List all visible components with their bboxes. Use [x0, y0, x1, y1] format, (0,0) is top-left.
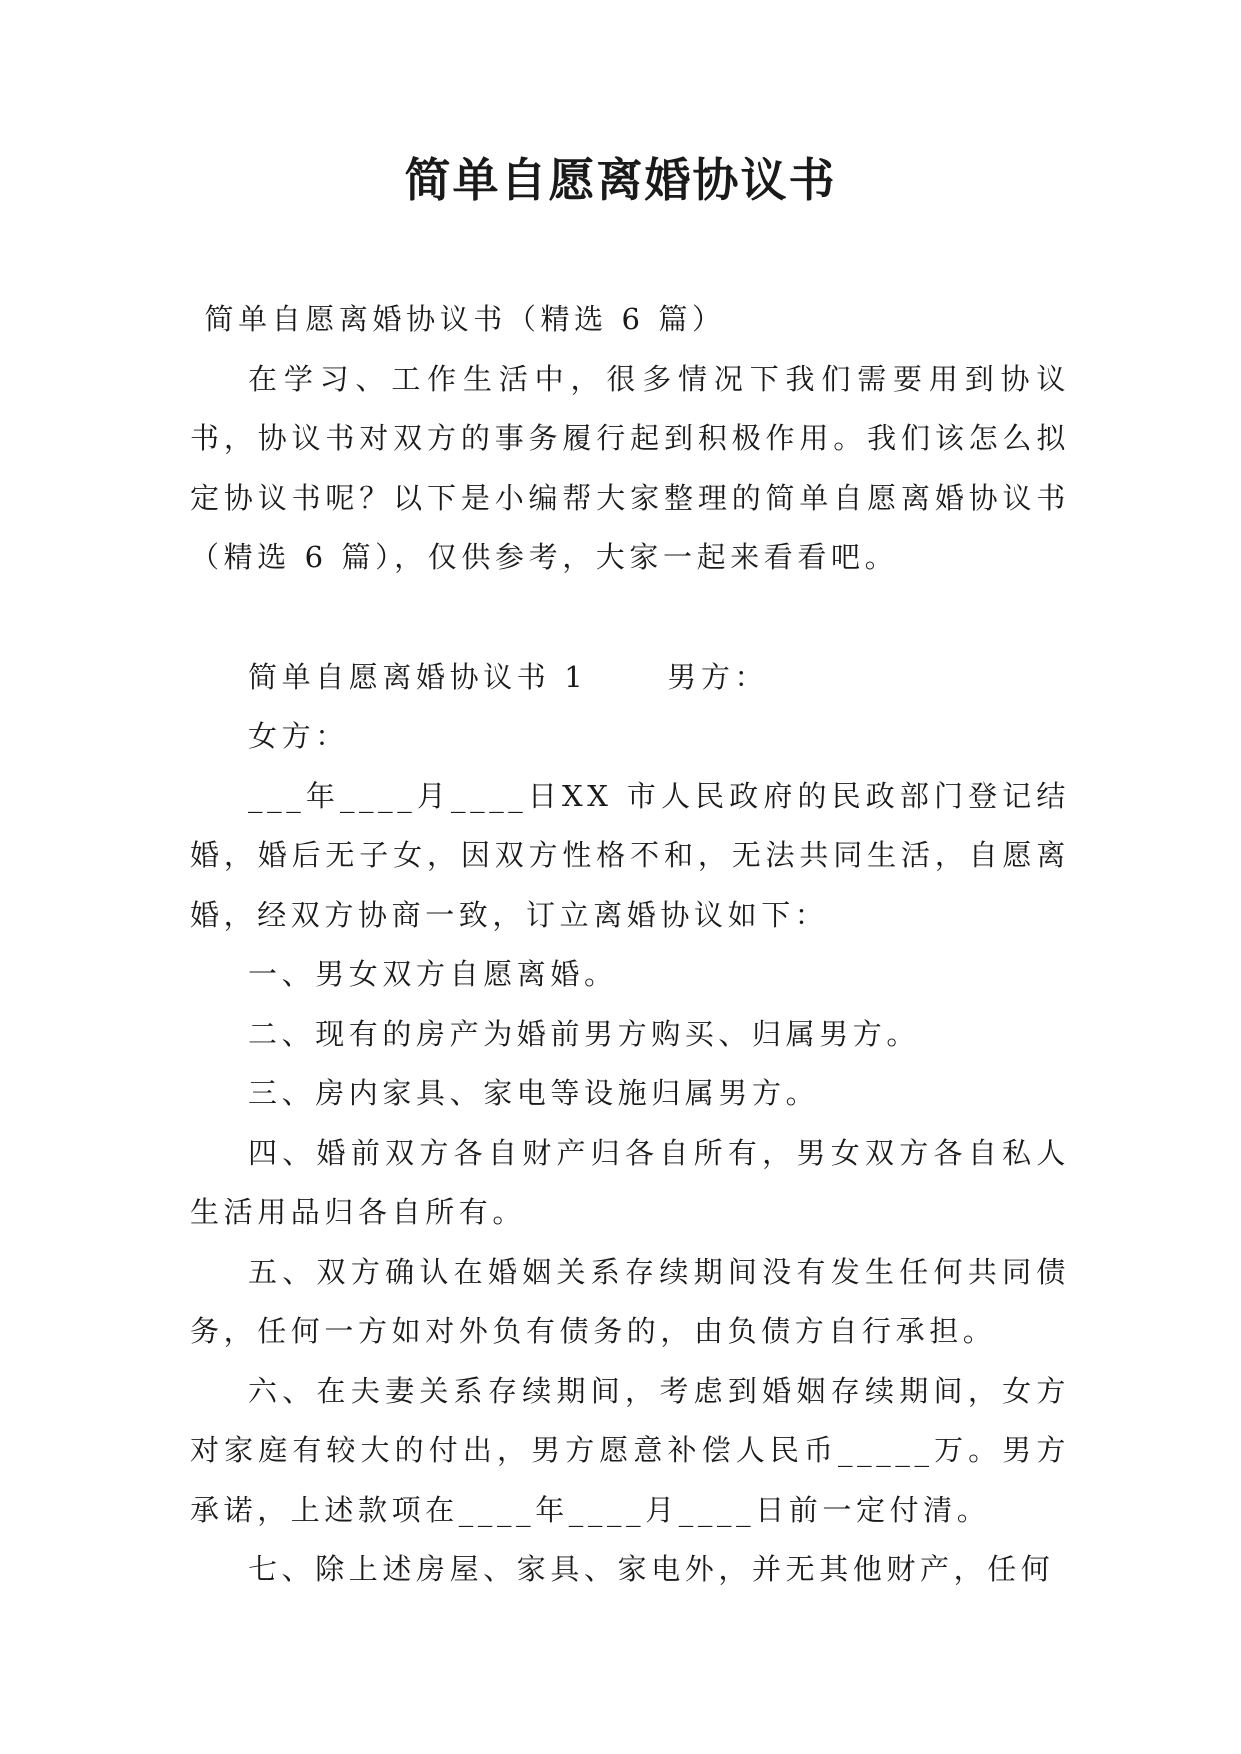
document-body — [190, 290, 1070, 1600]
clause-4: 四、婚前双方各自财产归各自所有，男女双方各自私人生活用品归各自所有。 — [190, 1135, 1070, 1229]
clause-6: 六、在夫妻关系存续期间，考虑到婚姻存续期间，女方对家庭有较大的付出，男方愿意补偿人民币_____万。男方承诺，上述款项在____年____月____日前一定付清。 — [190, 1373, 1070, 1527]
female-party-label: 女方： — [248, 719, 349, 753]
clause-1: 一、男女双方自愿离婚。 — [248, 957, 618, 991]
section-heading-line — [190, 648, 1070, 708]
section-heading: 简单自愿离婚协议书 1 — [248, 659, 588, 694]
marriage-statement: ___年____月____日XX 市人民政府的民政部门登记结婚，婚后无子女，因双方性格不和，无法共同生活，自愿离婚，经双方协商一致，订立离婚协议如下： — [190, 778, 1070, 932]
paragraph-gap — [190, 588, 1070, 648]
intro-paragraph: 在学习、工作生活中，很多情况下我们需要用到协议书，协议书对双方的事务履行起到积极作用。我们该怎么拟定协议书呢？以下是小编帮大家整理的简单自愿离婚协议书（精选 6 篇），仅供参考，大家一起来看看吧。 — [190, 361, 1070, 574]
clause-3: 三、房内家具、家电等设施归属男方。 — [248, 1076, 820, 1110]
clause-7: 七、除上述房屋、家具、家电外，并无其他财产，任何 — [248, 1552, 1055, 1586]
document-title: 简单自愿离婚协议书 — [404, 153, 837, 207]
document-subtitle: 简单自愿离婚协议书（精选 6 篇） — [204, 302, 726, 336]
clause-5: 五、双方确认在婚姻关系存续期间没有发生任何共同债务，任何一方如对外负有债务的，由负债方自行承担。 — [190, 1254, 1070, 1348]
male-party-label: 男方： — [667, 659, 769, 694]
clause-2: 二、现有的房产为婚前男方购买、归属男方。 — [248, 1016, 921, 1051]
